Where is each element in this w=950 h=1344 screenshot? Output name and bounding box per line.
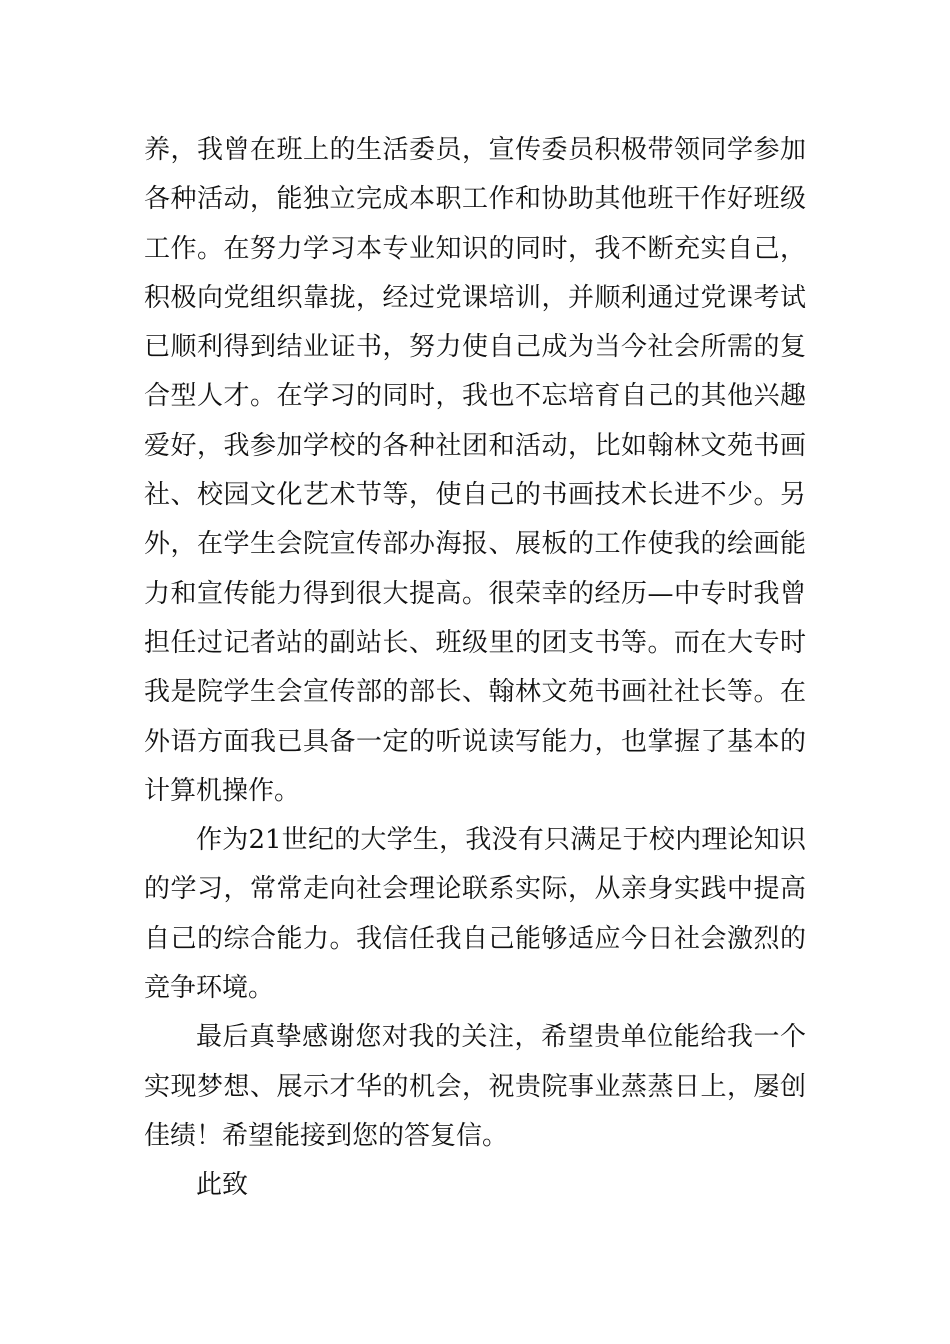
letter-body <box>144 126 806 1211</box>
text-line: 已顺利得到结业证书，努力使自己成为当今社会所需的复 <box>144 332 806 363</box>
text-line: 合型人才。在学习的同时，我也不忘培育自己的其他兴趣 <box>144 381 806 412</box>
text-line: 爱好，我参加学校的各种社团和活动，比如翰林文苑书画 <box>144 430 806 461</box>
text-line: 外语方面我已具备一定的听说读写能力，也掌握了基本的 <box>144 726 806 757</box>
text-line: 的学习，常常走向社会理论联系实际，从亲身实践中提高 <box>144 874 806 905</box>
text-line: 自己的综合能力。我信任我自己能够适应今日社会激烈的 <box>144 923 806 954</box>
paragraph-closing <box>144 1161 806 1210</box>
text-line: 最后真挚感谢您对我的关注，希望贵单位能给我一个 <box>196 1022 806 1053</box>
text-line: 工作。在努力学习本专业知识的同时，我不断充实自己， <box>144 233 806 264</box>
text-line: 竞争环境。 <box>144 973 275 1004</box>
text-line: 各种活动，能独立完成本职工作和协助其他班干作好班级 <box>144 184 806 215</box>
text-line: 担任过记者站的副站长、班级里的团支书等。而在大专时 <box>144 627 806 658</box>
paragraph-thanks <box>144 1013 806 1161</box>
paragraph-experience <box>144 126 806 816</box>
text-line: 计算机操作。 <box>144 775 301 806</box>
text-line: 外，在学生会院宣传部办海报、展板的工作使我的绘画能 <box>144 529 806 560</box>
text-line: 作为21世纪的大学生，我没有只满足于校内理论知识 <box>196 825 806 856</box>
closing-salutation: 此致 <box>196 1170 249 1201</box>
text-line: 佳绩！希望能接到您的答复信。 <box>144 1120 509 1151</box>
text-line: 我是院学生会宣传部的部长、翰林文苑书画社社长等。在 <box>144 677 806 708</box>
text-line: 力和宣传能力得到很大提高。很荣幸的经历—中专时我曾 <box>144 578 806 609</box>
text-line: 养，我曾在班上的生活委员，宣传委员积极带领同学参加 <box>144 135 806 165</box>
paragraph-practice <box>144 816 806 1013</box>
text-line: 积极向党组织靠拢，经过党课培训，并顺利通过党课考试 <box>144 282 806 313</box>
text-line: 实现梦想、展示才华的机会，祝贵院事业蒸蒸日上，屡创 <box>144 1071 806 1102</box>
text-line: 社、校园文化艺术节等，使自己的书画技术长进不少。另 <box>144 480 806 511</box>
